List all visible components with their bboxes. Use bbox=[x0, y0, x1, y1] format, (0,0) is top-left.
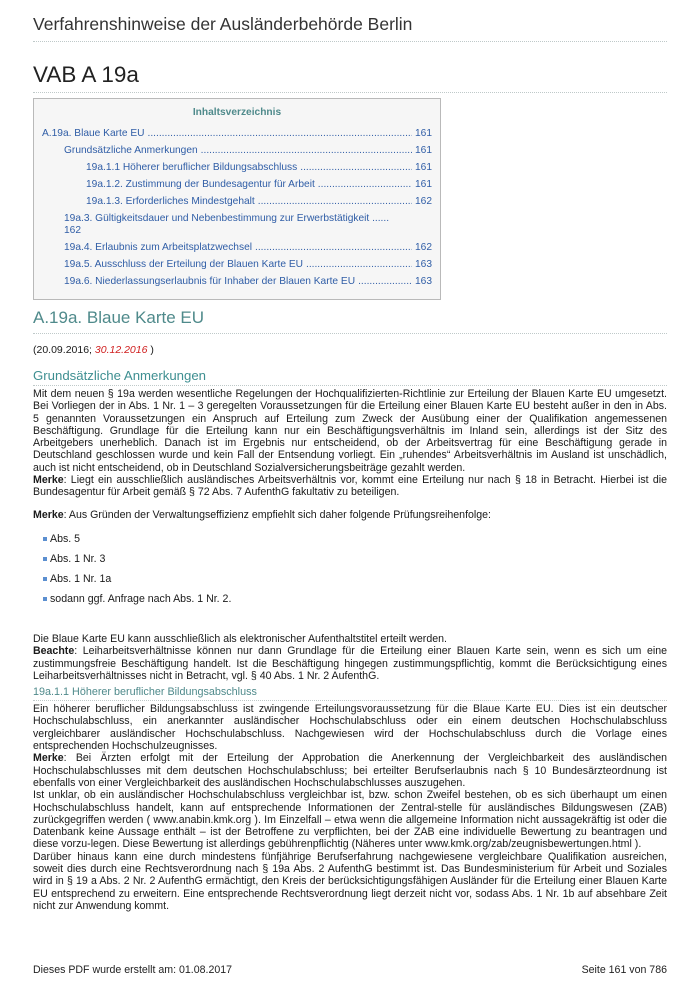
toc-link-19a-1-1[interactable]: 19a.1.1 Höherer beruflicher Bildungsabschluss ..... 161 bbox=[86, 162, 432, 174]
created-date: Dieses PDF wurde erstellt am: 01.08.2017 bbox=[33, 964, 233, 976]
section-title: A.19a. Blaue Karte EU bbox=[33, 308, 667, 334]
page-footer bbox=[33, 964, 667, 976]
grund-paragraph: Mit dem neuen § 19a werden wesentliche Regelungen der Hochqualifizierten-Richtlinie zur Erteilung der Blauen Karte EU umgesetzt. Bei Vorliegen der in Abs. 1 Nr. 1 – 3 geregelten Voraussetzungen für die Erteilung einer Blauen Karte EU besteht außer in den in Abs. 5 genannten Voraussetzungen ein Anspruch auf Erteilung zum Zweck der Ausübung einer der Qualifikation angemessenen Beschäftigung. Grundlage für die Erteilung kann nur ein Beschäftigungsverhältnis im Inland sein, allerdings ist der Sitz des Arbeitgebers unerheblich. Danach ist im Ergebnis nur entscheidend, ob der Arbeitsvertrag für eine Beschäftigung gerade in Deutschland geschlossen wurde und kein Fall der Entsendung vorliegt. Ein „ruhendes“ Arbeitsverhältnis im Ausland ist unschädlich, auch ist nicht entscheidend, ob in Deutschland Sozialversicherungsbeiträge gezahlt werden. bbox=[33, 388, 667, 474]
doc-title: VAB A 19a bbox=[33, 62, 667, 93]
list-item: Abs. 1 Nr. 1a bbox=[43, 573, 667, 585]
toc-link-19a-1-2[interactable]: 19a.1.2. Zustimmung der Bundesagentur für Arbeit ..... 161 bbox=[86, 179, 432, 191]
sub-paragraph-2: Ist unklar, ob ein ausländischer Hochschulabschluss vergleichbar ist, bzw. schon Zweifel bestehen, ob es sich überhaupt um einen Hochschulabschluss handelt, kann auf entsprechende Informationen der Zentral-stelle für ausländisches Bildungswesen (ZAB) zurückgegriffen werden ( www.anabin.kmk.org ). Im Einzelfall – etwa wenn die allgemeine Information nicht aussagekräftig ist oder die Datenbank keine Aussage enthält – ist der Betroffene zu verpflichten, bei der ZAB eine individuelle Bewertung zu beantragen und diese vorzu-legen. Diese Bewertung ist allerdings gebührenpflichtig (Näheres unter www.kmk.org/zab/zeugnisbewertungen.html ). bbox=[33, 789, 667, 851]
sub-paragraph-1: Ein höherer beruflicher Bildungsabschluss ist zwingende Erteilungsvoraussetzung für die Blaue Karte EU. Dies ist ein deutscher Hochschulabschluss, ein anerkannter ausländischer Hochschulabschluss oder ein einem deutschen Hochschulabschluss vergleichbarer ausländischer Hochschulabschluss. Nachgewiesen wird der Hochschulabschluss durch die Vorlage eines entsprechenden Hochschulzeugnisses. bbox=[33, 703, 667, 753]
toc-link-19a-6[interactable]: 19a.6. Niederlassungserlaubnis für Inhaber der Blauen Karte EU ..... 163 bbox=[64, 276, 432, 288]
toc-link-19a-1-3[interactable]: 19a.1.3. Erforderliches Mindestgehalt ..... 162 bbox=[86, 196, 432, 208]
changed-date: 30.12.2016 bbox=[94, 344, 148, 356]
sub-body bbox=[33, 703, 667, 912]
beachte-note: Beachte: Leiharbeitsverhältnisse können nur dann Grundlage für die Erteilung einer Blauen Karte sein, wenn es sich um eine zustimmungsfreie Beschäftigung handelt. Ist die Beschäftigung hingegen zustimmungspflichtig, kommt die Berücksichtigung eines Leiharbeitsverhältnisses nicht in Betracht, vgl. § 40 Abs. 1 Nr. 2 AufenthG. bbox=[33, 645, 667, 682]
sub-paragraph-3: Darüber hinaus kann eine durch mindestens fünfjährige Berufserfahrung nachgewiesene vergleichbare Qualifikation ausreichen, soweit dies durch eine Rechtsverordnung nach § 19a Abs. 2 AufenthG bestimmt ist. Das Bundesministerium für Arbeit und Soziales wird in § 19 a Abs. 2 Nr. 2 AufenthG ermächtigt, den Kreis der berücksichtigungsfähigen Ausländer für die Erteilung einer Blauen Karte EU entsprechend zu erweitern. Eine entsprechende Rechtsverordnung liegt derzeit nicht vor, sodass Abs. 1 Nr. 1b auf absehbare Zeit nicht zur Anwendung kommt. bbox=[33, 850, 667, 912]
list-item: Abs. 5 bbox=[43, 533, 667, 545]
list-item: Abs. 1 Nr. 3 bbox=[43, 553, 667, 565]
site-header: Verfahrenshinweise der Ausländerbehörde Berlin bbox=[33, 14, 667, 42]
toc-link-19a-3[interactable]: 19a.3. Gültigkeitsdauer und Nebenbestimmung zur Erwerbstätigkeit ...... 162 bbox=[64, 213, 390, 236]
merke-note-2: Merke: Aus Gründen der Verwaltungseffizienz empfiehlt sich daher folgende Prüfungsreihenfolge: bbox=[33, 508, 491, 521]
list-item: sodann ggf. Anfrage nach Abs. 1 Nr. 2. bbox=[43, 593, 667, 605]
page-number: Seite 161 von 786 bbox=[581, 964, 667, 976]
grund-body bbox=[33, 388, 667, 682]
document-page bbox=[33, 0, 667, 912]
table-of-contents bbox=[33, 98, 441, 300]
merke-note-3: Merke: Bei Ärzten erfolgt mit der Erteilung der Approbation die Anerkennung der Vergleichbarkeit des ausländischen Hochschulabschlusses mit dem deutschen Hochschulabschluss; bei erteilter Berufserlaubnis nach § 10 Bundesärzteordnung ist ebenfalls von einer Vergleichbarkeit des ausländischen Hochschulabschlusses auszugehen. bbox=[33, 752, 667, 789]
subsection-title-grundsaetzliche: Grundsätzliche Anmerkungen bbox=[33, 368, 667, 386]
toc-link-19a-4[interactable]: 19a.4. Erlaubnis zum Arbeitsplatzwechsel ..... 162 bbox=[64, 242, 432, 254]
toc-link-19a-5[interactable]: 19a.5. Ausschluss der Erteilung der Blauen Karte EU ..... 163 bbox=[64, 259, 432, 271]
date-line: (20.09.2016; 30.12.2016 ) bbox=[33, 344, 154, 356]
toc-heading: Inhaltsverzeichnis bbox=[192, 107, 282, 118]
subsection-title-19a-1-1: 19a.1.1 Höherer beruflicher Bildungsabschluss bbox=[33, 686, 667, 701]
check-order-list bbox=[43, 533, 667, 605]
toc-link-grundsaetzliche-anmerkungen[interactable]: Grundsätzliche Anmerkungen ..... 161 bbox=[64, 145, 432, 157]
electronic-title-paragraph: Die Blaue Karte EU kann ausschließlich als elektronischer Aufenthaltstitel erteilt werden. bbox=[33, 632, 447, 645]
merke-note-1: Merke: Liegt ein ausschließlich ausländisches Arbeitsverhältnis vor, kommt eine Erteilung nur nach § 18 in Betracht. Hierbei ist die Bundesagentur für Arbeit gemäß § 72 Abs. 7 AufenthG fakultativ zu beteiligen. bbox=[33, 474, 667, 499]
toc-link-a19a[interactable]: A.19a. Blaue Karte EU ..... 161 bbox=[42, 128, 432, 140]
